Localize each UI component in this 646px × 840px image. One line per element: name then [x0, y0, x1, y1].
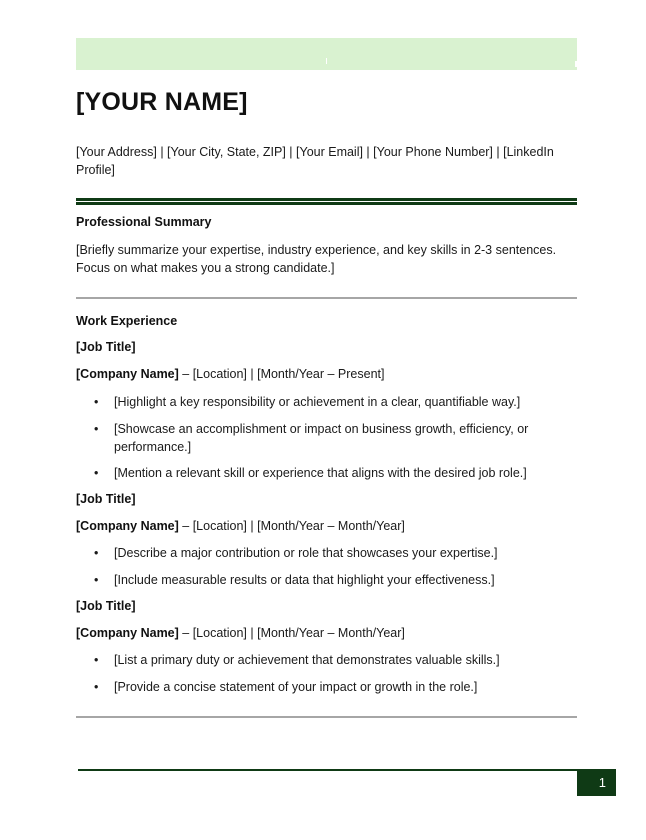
company-name: [Company Name]	[76, 367, 179, 381]
section-title-summary[interactable]: Professional Summary	[76, 215, 212, 229]
header-band	[76, 38, 577, 70]
company-name: [Company Name]	[76, 626, 179, 640]
bullet-text: [Describe a major contribution or role that showcases your expertise.]	[114, 546, 498, 560]
bullet-text: [Showcase an accomplishment or impact on business growth, efficiency, or performance.]	[114, 422, 529, 454]
job-title[interactable]: [Job Title]	[76, 340, 136, 354]
list-item[interactable]	[94, 651, 564, 669]
section-divider	[76, 297, 577, 299]
bullet-icon: •	[94, 395, 99, 409]
header-band-mark	[326, 58, 327, 64]
bullet-text: [Mention a relevant skill or experience that aligns with the desired job role.]	[114, 466, 527, 480]
list-item[interactable]	[94, 420, 564, 456]
header-band-mark	[575, 61, 577, 67]
job-title[interactable]: [Job Title]	[76, 492, 136, 506]
company-line[interactable]	[76, 626, 405, 640]
bullet-icon: •	[94, 653, 99, 667]
header-divider	[76, 198, 577, 205]
bullet-icon: •	[94, 573, 99, 587]
job-details: – [Location] | [Month/Year – Month/Year]	[178, 626, 405, 640]
company-line[interactable]	[76, 519, 405, 533]
list-item[interactable]	[94, 678, 564, 696]
list-item[interactable]	[94, 544, 564, 562]
bullet-text: [Highlight a key responsibility or achievement in a clear, quantifiable way.]	[114, 395, 521, 409]
job-details: – [Location] | [Month/Year – Present]	[178, 367, 385, 381]
bullet-icon: •	[94, 546, 99, 560]
divider-line	[76, 198, 577, 201]
list-item[interactable]	[94, 393, 564, 411]
job-title[interactable]: [Job Title]	[76, 599, 136, 613]
divider-line	[76, 202, 577, 205]
list-item[interactable]	[94, 571, 564, 589]
summary-text[interactable]: [Briefly summarize your expertise, industry experience, and key skills in 2-3 sentences. Focus on what makes you a strong candidate.]	[76, 243, 557, 275]
section-title-experience[interactable]: Work Experience	[76, 314, 178, 328]
company-line[interactable]	[76, 367, 385, 381]
candidate-name[interactable]: [YOUR NAME]	[76, 88, 248, 116]
job-details: – [Location] | [Month/Year – Month/Year]	[178, 519, 405, 533]
bullet-text: [Include measurable results or data that highlight your effectiveness.]	[114, 573, 495, 587]
bullet-text: [Provide a concise statement of your impact or growth in the role.]	[114, 680, 478, 694]
contact-info[interactable]: [Your Address] | [Your City, State, ZIP] | [Your Email] | [Your Phone Number] | [LinkedIn Profile]	[76, 145, 554, 177]
bullet-icon: •	[94, 680, 99, 694]
bullet-icon: •	[94, 466, 99, 480]
section-divider	[76, 716, 577, 718]
company-name: [Company Name]	[76, 519, 179, 533]
bullet-text: [List a primary duty or achievement that demonstrates valuable skills.]	[114, 653, 500, 667]
footer-rule	[78, 769, 578, 771]
page-number: 1	[577, 769, 616, 796]
bullet-icon: •	[94, 422, 99, 436]
list-item[interactable]	[94, 464, 564, 482]
